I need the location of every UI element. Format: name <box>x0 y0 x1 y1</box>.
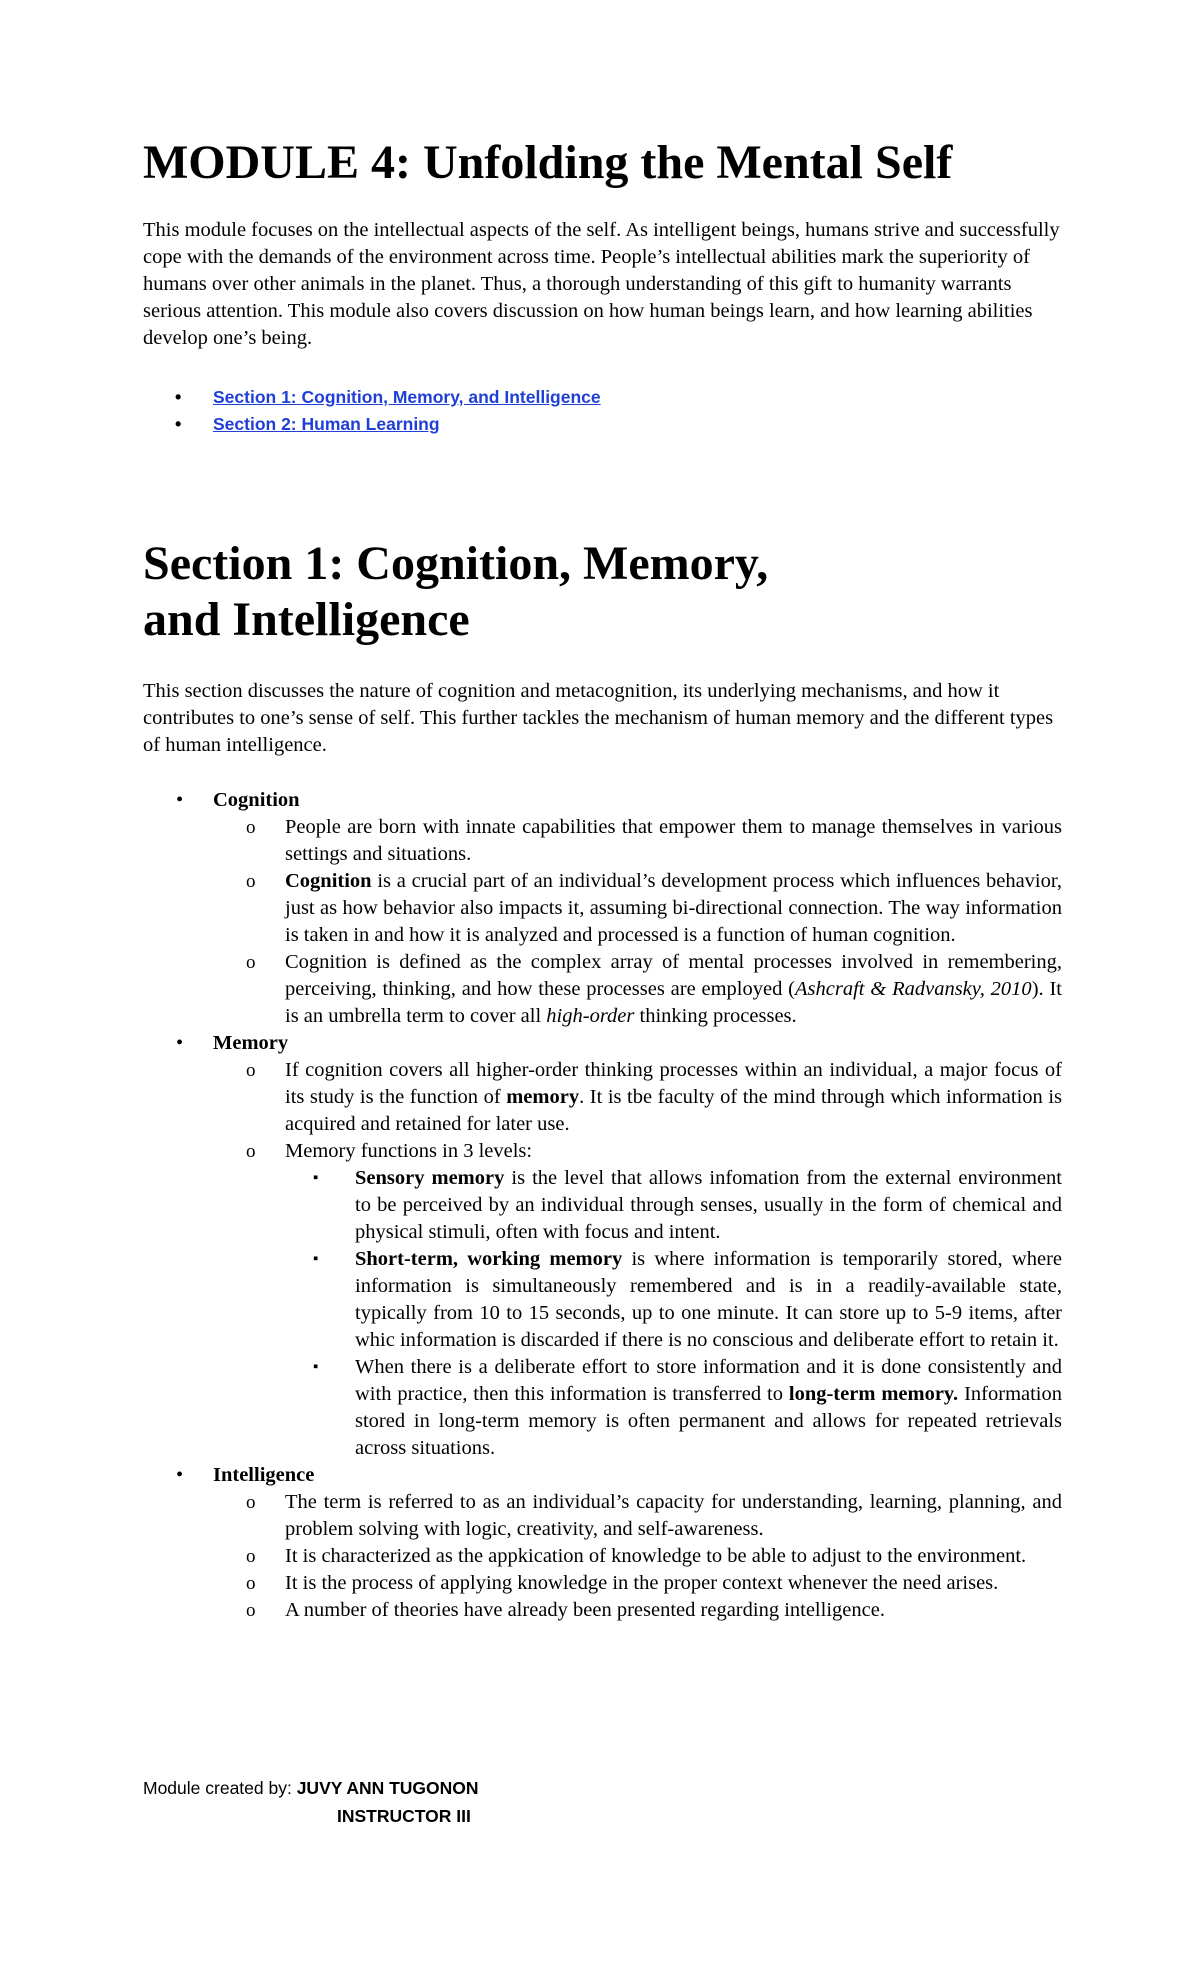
item-text: A number of theories have already been presented regarding intelligence. <box>285 1599 885 1621</box>
circle-bullet-icon: o <box>246 1492 256 1513</box>
list-item <box>213 1489 1062 1543</box>
module-title: MODULE 4: Unfolding the Mental Self <box>143 136 953 189</box>
item-text: People are born with innate capabilities that empower them to manage themselves in various settings and situations. <box>285 816 1062 865</box>
list-item <box>213 1057 1062 1138</box>
list-item <box>213 868 1062 949</box>
circle-bullet-icon: o <box>246 1573 256 1594</box>
item-text: . It is tbe faculty of the mind through which information is acquired and retained for later use. <box>285 1086 1063 1135</box>
circle-bullet-icon: o <box>246 952 256 973</box>
square-bullet-icon: ▪ <box>313 1359 319 1375</box>
item-bold: memory <box>506 1086 580 1108</box>
module-intro: This module focuses on the intellectual aspects of the self. As intelligent beings, humans strive and successfully cope with the demands of the environment across time. People’s intellectual abilities mark the superiority of humans over other animals in the planet. Thus, a thorough understanding of this gift to humanity warrants serious attention. This module also covers discussion on how human beings learn, and how learning abilities develop one’s being. <box>143 219 1060 349</box>
item-text: Cognition is defined as the complex array of mental processes involved in remembering, perceiving, thinking, and how these processes are employed ( <box>285 951 1062 1000</box>
circle-bullet-icon: o <box>246 1141 256 1162</box>
bullet-icon: • <box>175 414 182 434</box>
circle-bullet-icon: o <box>246 1600 256 1621</box>
circle-bullet-icon: o <box>246 871 256 892</box>
circle-bullet-icon: o <box>246 817 256 838</box>
bullet-icon: • <box>175 387 182 407</box>
item-text: is a crucial part of an individual’s development process which influences behavior, just as how behavior also impacts it, assuming bi-directional connection. The way information is taken in and how it is analyzed and processed is a function of human cognition. <box>285 870 1062 946</box>
item-bold: Cognition <box>285 870 372 892</box>
topic-intelligence <box>143 1462 1062 1624</box>
item-text: The term is referred to as an individual’s capacity for understanding, learning, planning, and problem solving with logic, creativity, and self-awareness. <box>285 1491 1062 1540</box>
section-links <box>143 384 1062 438</box>
citation: Ashcraft & Radvansky, 2010 <box>795 978 1032 1000</box>
item-text: When there is a deliberate effort to store information and it is done consistently and with practice, then this information is transferred to <box>355 1356 1062 1405</box>
list-item <box>213 949 1062 1030</box>
section-1-title-line2: and Intelligence <box>143 593 470 646</box>
topic-cognition <box>143 787 1062 1030</box>
item-text: It is the process of applying knowledge in the proper context whenever the need arises. <box>285 1572 999 1594</box>
item-text: thinking processes. <box>634 1005 797 1027</box>
item-text: Information stored in long-term memory is often permanent and allows for repeated retrievals across situations. <box>355 1383 1063 1459</box>
topic-title: Intelligence <box>213 1464 315 1486</box>
list-item <box>213 814 1062 868</box>
footer-label: Module created by: <box>143 1778 297 1798</box>
section-1-intro: This section discusses the nature of cognition and metacognition, its underlying mechanisms, and how it contributes to one’s sense of self. This further tackles the mechanism of human memory and the different types of human intelligence. <box>143 680 1054 756</box>
bullet-icon: • <box>176 1032 184 1054</box>
footer-author: JUVY ANN TUGONON <box>296 1778 479 1798</box>
item-text: Memory functions in 3 levels: <box>285 1140 533 1162</box>
section-1-title <box>143 536 1062 648</box>
topic-title: Memory <box>213 1032 289 1054</box>
item-text: If cognition covers all higher-order thinking processes within an individual, a major focus of its study is the function of <box>285 1059 1062 1108</box>
item-text: is the level that allows infomation from the external environment to be perceived by an individual through senses, usually in the form of chemical and physical stimuli, often with focus and intent. <box>355 1167 1062 1243</box>
circle-bullet-icon: o <box>246 1060 256 1081</box>
item-bold: Sensory memory <box>355 1167 505 1189</box>
sub-list-item <box>285 1165 1062 1246</box>
topic-list <box>143 787 1062 1624</box>
item-bold: long-term memory. <box>788 1383 959 1405</box>
circle-bullet-icon: o <box>246 1546 256 1567</box>
list-item <box>213 1543 1062 1570</box>
section-1-link[interactable]: Section 1: Cognition, Memory, and Intelligence <box>213 387 601 407</box>
footer-position: INSTRUCTOR III <box>337 1806 471 1826</box>
page-footer <box>143 1774 479 1830</box>
item-text: ). It is an umbrella term to cover all <box>285 978 1062 1027</box>
item-bold: Short-term, working memory <box>355 1248 623 1270</box>
square-bullet-icon: ▪ <box>313 1251 319 1267</box>
sub-list-item <box>285 1354 1062 1462</box>
footer-credit <box>143 1774 479 1802</box>
topic-title: Cognition <box>213 789 300 811</box>
section-2-link[interactable]: Section 2: Human Learning <box>213 414 440 434</box>
item-emphasis: high-order <box>546 1005 635 1027</box>
item-text: is where information is temporarily stored, where information is simultaneously remembered and is in a readily-available state, typically from 10 to 15 seconds, up to one minute. It can store up to 5-9 items, after whic information is discarded if there is no conscious and deliberate effort to retain it. <box>355 1248 1062 1351</box>
section-link-item <box>143 384 1062 411</box>
section-link-item <box>143 411 1062 438</box>
section-1-title-line1: Section 1: Cognition, Memory, <box>143 537 769 590</box>
document-page <box>143 135 1062 1624</box>
bullet-icon: • <box>176 789 184 811</box>
list-item <box>213 1570 1062 1597</box>
list-item <box>213 1597 1062 1624</box>
sub-list-item <box>285 1246 1062 1354</box>
topic-memory <box>143 1030 1062 1462</box>
bullet-icon: • <box>176 1464 184 1486</box>
square-bullet-icon: ▪ <box>313 1170 319 1186</box>
item-text: It is characterized as the appkication of knowledge to be able to adjust to the environment. <box>285 1545 1027 1567</box>
list-item <box>213 1138 1062 1462</box>
